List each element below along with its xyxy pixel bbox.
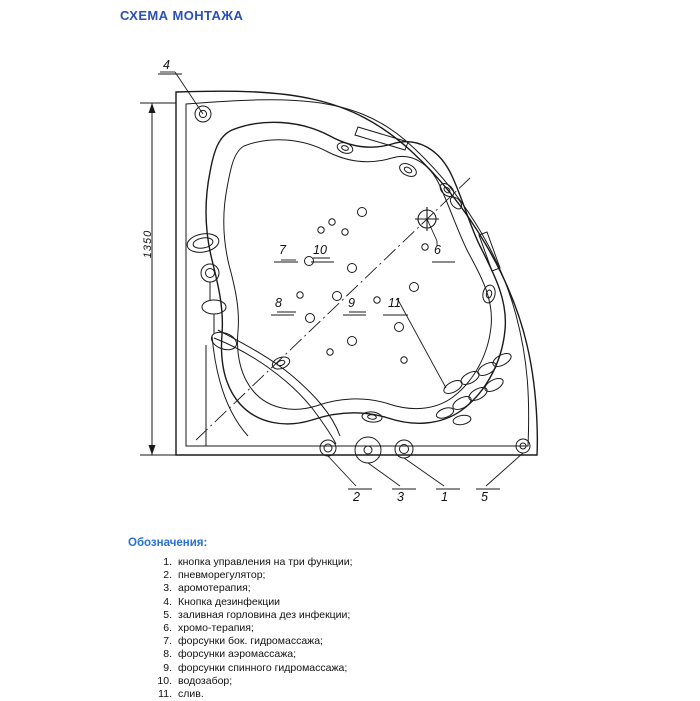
legend-item-number: 10. xyxy=(157,674,172,687)
legend-item-number: 7. xyxy=(163,635,172,648)
legend-item-number: 8. xyxy=(163,648,172,661)
list-item xyxy=(148,582,568,595)
callout-4: 4 xyxy=(163,58,170,72)
list-item xyxy=(148,648,568,661)
list-item xyxy=(148,688,568,701)
legend-item-text: заливная горловина дез инфекции; xyxy=(178,608,351,621)
callout-3: 3 xyxy=(397,490,404,504)
legend-item-text: форсунки бок. гидромассажа; xyxy=(178,635,323,648)
callout-10: 10 xyxy=(313,243,327,257)
legend-item-text: аромотерапия; xyxy=(178,582,251,595)
callout-9: 9 xyxy=(348,296,355,310)
legend-item-number: 1. xyxy=(163,556,172,568)
legend-item-text: слив. xyxy=(178,688,204,701)
list-item xyxy=(148,675,568,688)
callout-11: 11 xyxy=(388,296,401,310)
legend-item-text: форсунки аэромассажа; xyxy=(178,648,297,661)
callout-8: 8 xyxy=(275,296,282,310)
list-item xyxy=(148,622,568,635)
legend-item-number: 2. xyxy=(163,569,172,582)
legend-item-number: 9. xyxy=(163,661,172,674)
legend-item-number: 6. xyxy=(163,622,172,635)
callout-2: 2 xyxy=(353,490,360,504)
callout-1: 1 xyxy=(441,490,448,504)
list-item xyxy=(148,609,568,622)
legend-item-text: водозабор; xyxy=(178,674,233,687)
vertical-dimension-label: 1350 xyxy=(142,229,155,259)
legend-list xyxy=(148,556,568,701)
page-title: СХЕМА МОНТАЖА xyxy=(120,8,244,23)
list-item xyxy=(148,596,568,609)
callout-5: 5 xyxy=(481,490,488,504)
list-item xyxy=(148,662,568,675)
legend-item-number: 11. xyxy=(158,688,172,701)
list-item xyxy=(148,556,568,569)
legend-item-text: хромо-терапия; xyxy=(178,622,254,635)
list-item xyxy=(148,569,568,582)
legend-heading: Обозначения: xyxy=(128,537,208,549)
legend-item-text: кнопка управления на три функции; xyxy=(178,556,353,568)
legend-item-number: 4. xyxy=(163,595,172,608)
callout-6: 6 xyxy=(434,243,441,257)
legend-item-number: 3. xyxy=(163,582,172,595)
list-item xyxy=(148,635,568,648)
callout-7: 7 xyxy=(279,243,286,257)
legend-item-number: 5. xyxy=(163,608,172,621)
legend-item-text: форсунки спинного гидромассажа; xyxy=(178,661,348,674)
legend-item-text: пневморегулятор; xyxy=(178,569,266,582)
legend-item-text: Кнопка дезинфекции xyxy=(178,595,281,608)
